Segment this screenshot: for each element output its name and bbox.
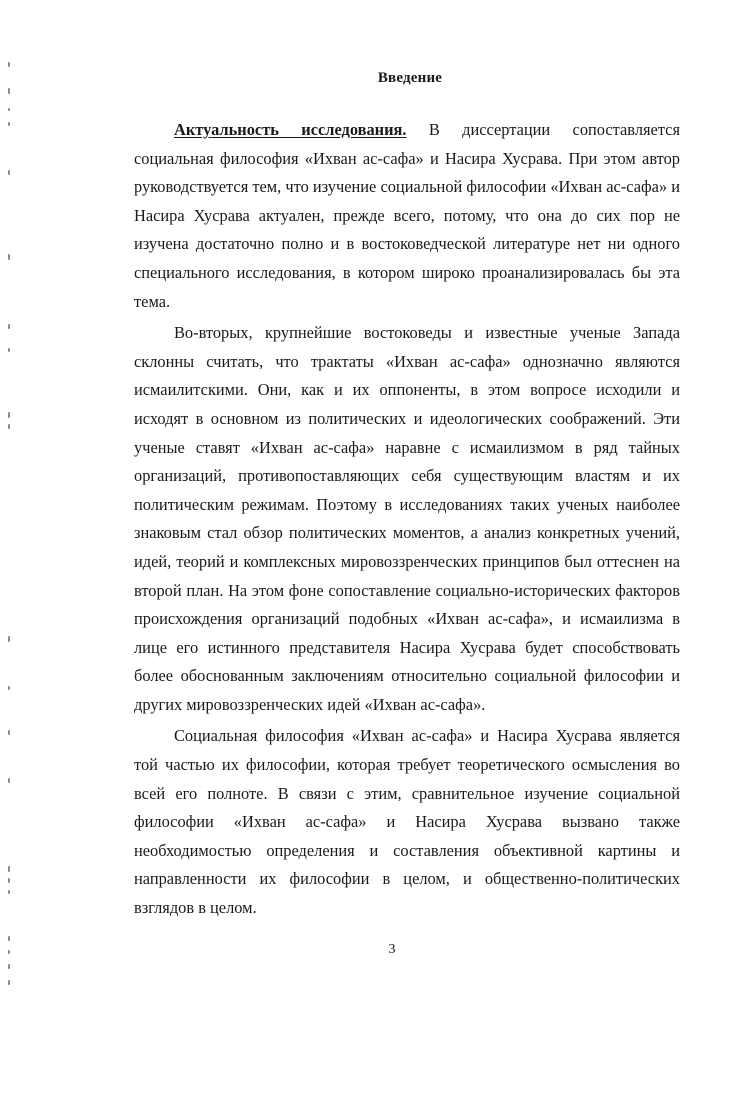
- paragraph-second: [134, 319, 680, 719]
- paragraph-third: [134, 722, 680, 922]
- page-title: Введение: [377, 70, 443, 86]
- scan-edge-marks: [0, 0, 20, 1100]
- paragraph-relevance: [134, 116, 680, 316]
- page-number: 3: [388, 942, 396, 957]
- paragraph-text: Во-вторых, крупнейшие востоковеды и известные ученые Запада склонны считать, что трактаты «Ихван ас-сафа» однозначно являются исмаилитскими. Они, как и их оппоненты, в этом вопросе исходили и исходят в основном из политических и идеологических соображений. Эти ученые ставят «Ихван ас-сафа» наравне с исмаилизмом в ряд тайных организаций, противопоставляющих себя существующим властям и их политическим режимам. Поэтому в исследованиях таких ученых наиболее знаковым стал обзор политических моментов, а анализ конкретных учений, идей, теорий и комплексных мировоззренческих принципов был оттеснен на второй план. На этом фоне сопоставление социально-исторических факторов происхождения организаций подобных «Ихван ас-сафа», и исмаилизма в лице его истинного представителя Насира Хусрава будет способствовать более обоснованным заключениям относительно социальной философии и других мировоззренческих идей «Ихван ас-сафа».: [134, 323, 680, 714]
- paragraph-text: В диссертации сопоставляется социальная философия «Ихван ас-сафа» и Насира Хусрава. При этом автор руководствуется тем, что изучение социальной философии «Ихван ас-сафа» и Насира Хусрава актуален, прежде всего, потому, что она до сих пор не изучена достаточно полно и в востоковедческой литературе нет ни одного специального исследования, в котором широко проанализировалась бы эта тема.: [134, 120, 680, 311]
- paragraph-text: Социальная философия «Ихван ас-сафа» и Насира Хусрава является той частью их философии, которая требует теоретического осмысления во всей его полноте. В связи с этим, сравнительное изучение социальной философии «Ихван ас-сафа» и Насира Хусрава вызвано также необходимостью определения и составления объективной картины и направленности их философии в целом, и общественно-политических взглядов в целом.: [134, 726, 680, 918]
- relevance-heading: Актуальность исследования.: [174, 120, 407, 139]
- document-body: [134, 116, 680, 923]
